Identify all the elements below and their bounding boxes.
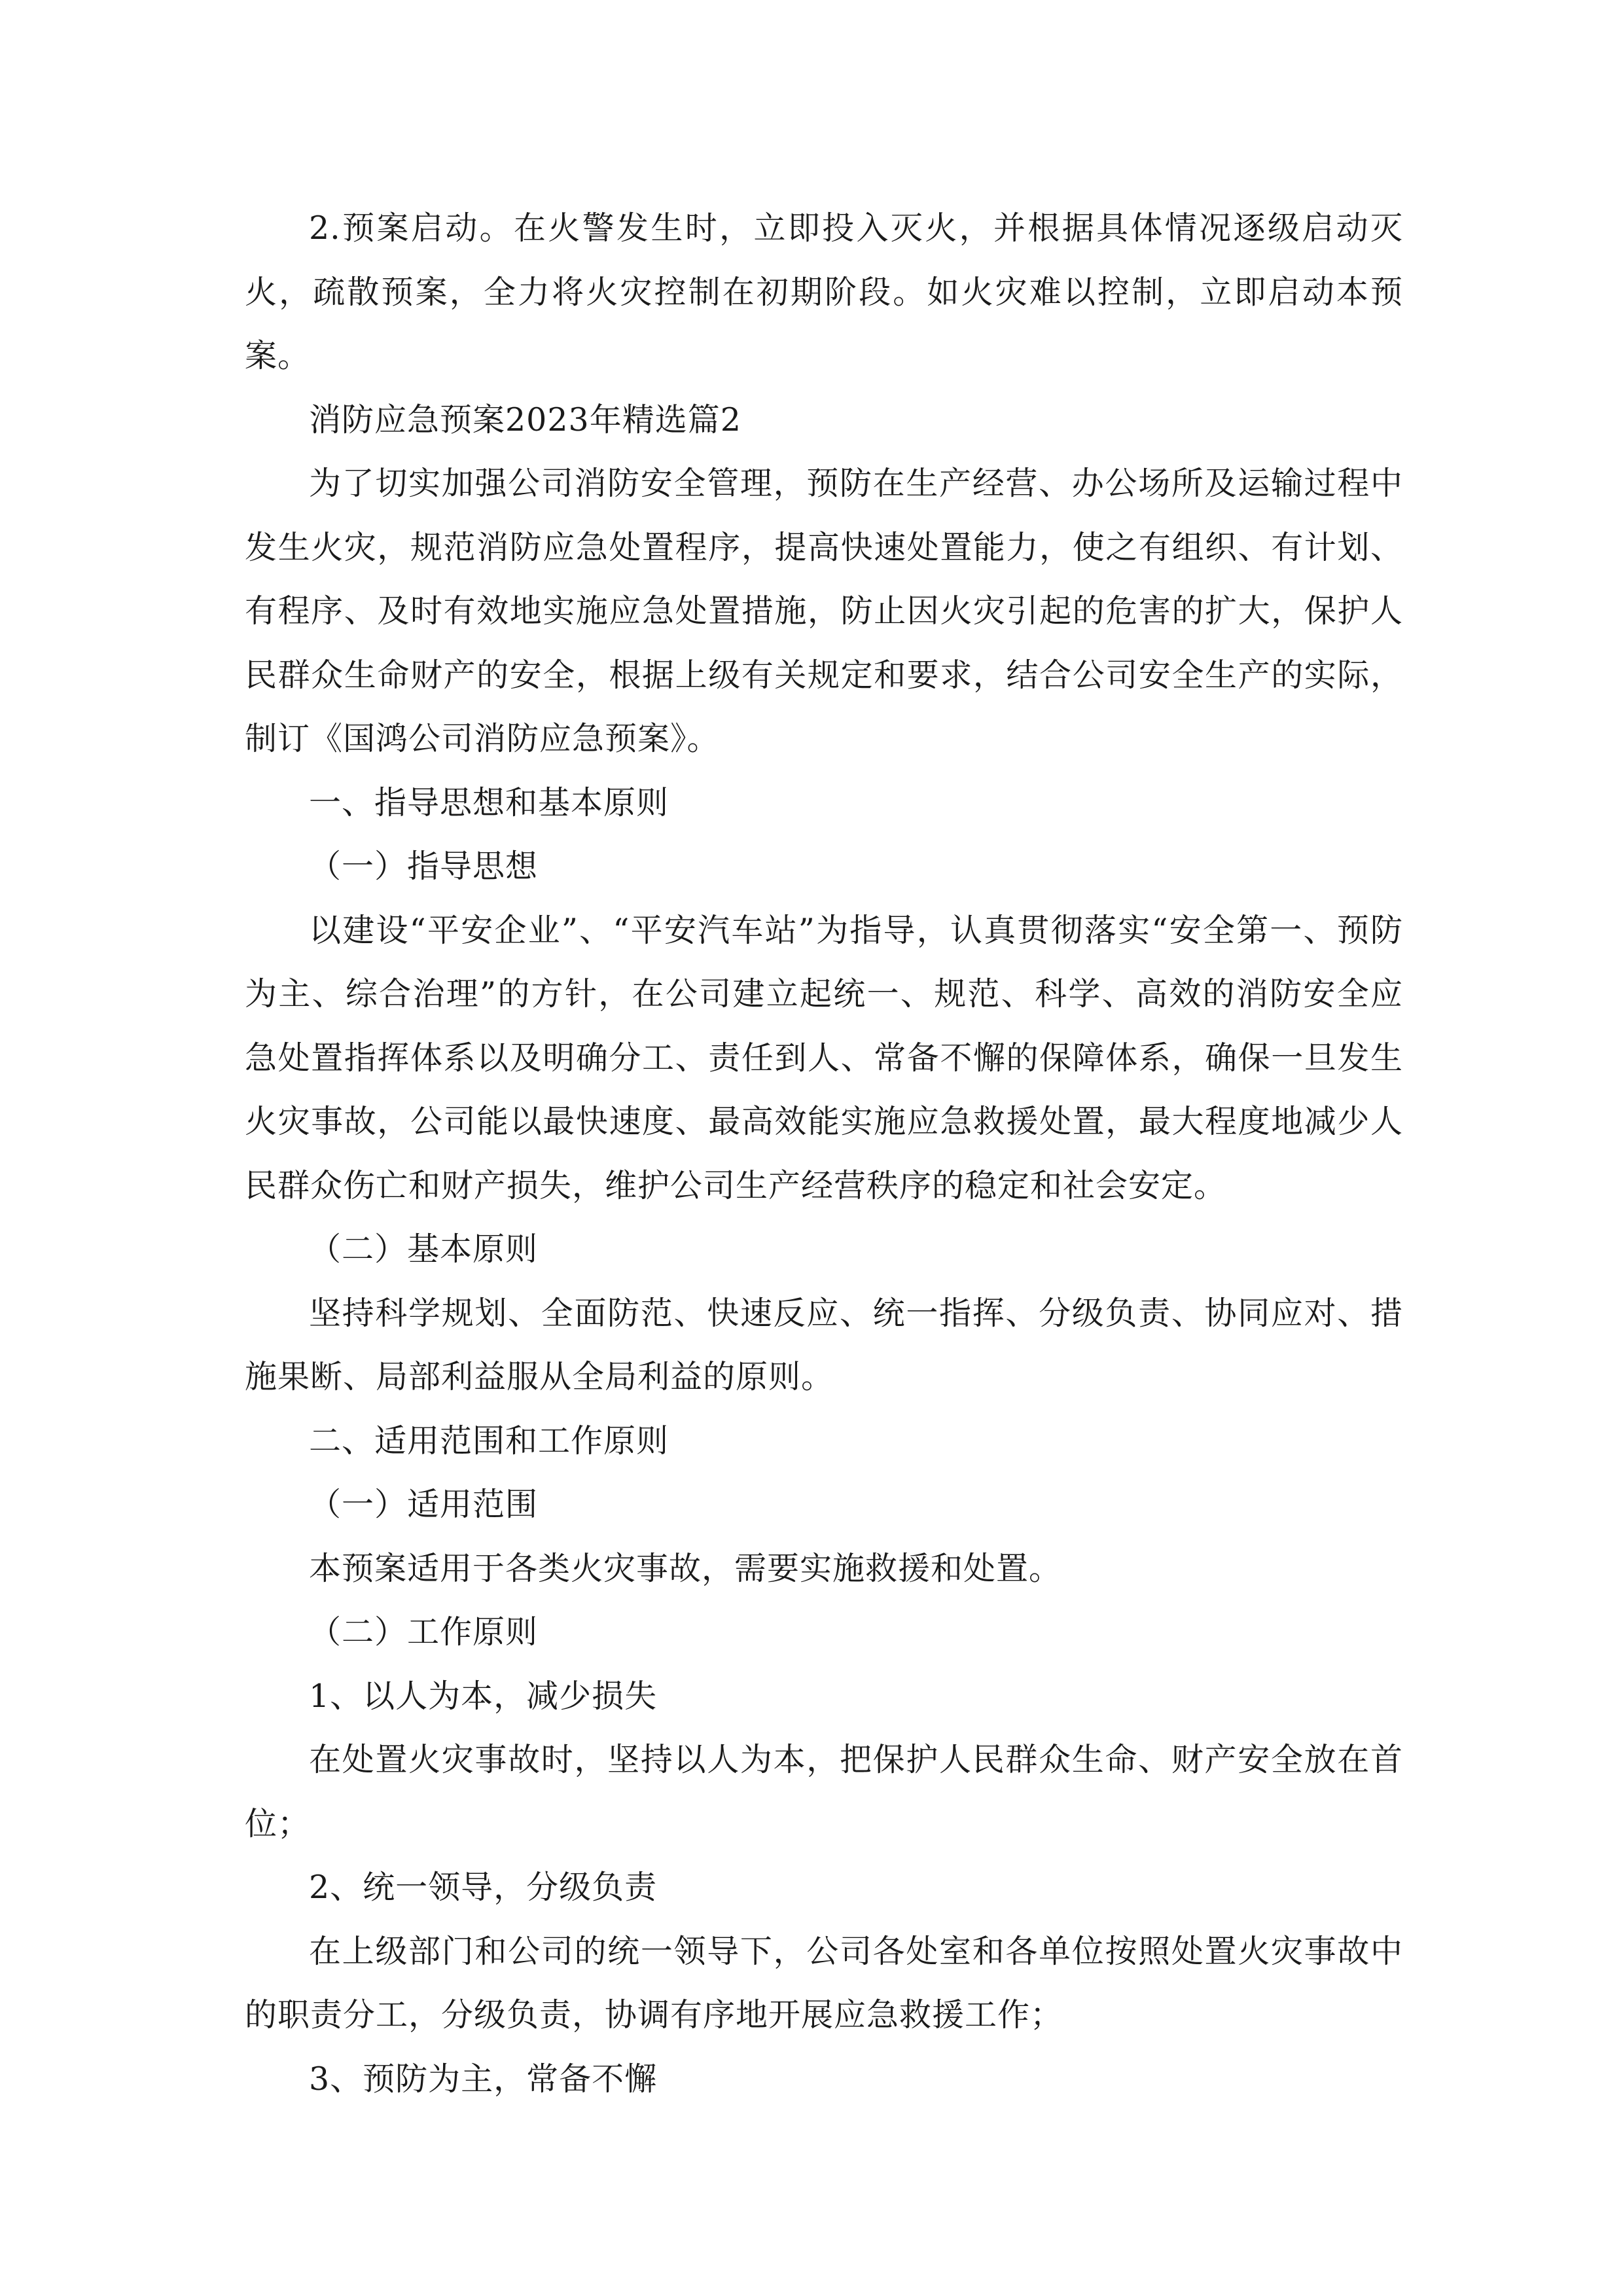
item-people-oriented: 1、以人为本，减少损失 [309, 1677, 658, 1715]
subheading-scope: （一）适用范围 [309, 1486, 539, 1523]
paragraph-unified-leadership: 在上级部门和公司的统一领导下，公司各处室和各单位按照处置火灾事故中的职责分工，分级负责，协调有序地开展应急救援工作； [245, 1932, 1403, 2034]
subheading-guiding-ideology: （一）指导思想 [309, 848, 539, 885]
item-unified-leadership: 2、统一领导，分级负责 [309, 1869, 658, 1906]
item-prevention-first: 3、预防为主，常备不懈 [309, 2060, 658, 2098]
heading-scope-and-working-principles: 二、适用范围和工作原则 [309, 1422, 669, 1460]
paragraph-plan-activation: 2.预案启动。在火警发生时，立即投入灭火，并根据具体情况逐级启动灭火，疏散预案，全力将火灾控制在初期阶段。如火灾难以控制，立即启动本预案。 [245, 209, 1403, 374]
paragraph-people-oriented: 在处置火灾事故时，坚持以人为本，把保护人民群众生命、财产安全放在首位； [245, 1741, 1403, 1842]
document-body [245, 196, 1403, 2111]
subheading-working-principles: （二）工作原则 [309, 1613, 539, 1651]
section-title-selection-2: 消防应急预案2023年精选篇2 [309, 401, 741, 439]
paragraph-guiding-ideology: 以建设“平安企业”、“平安汽车站”为指导，认真贯彻落实“安全第一、预防为主、综合治理”的方针，在公司建立起统一、规范、科学、高效的消防安全应急处置指挥体系以及明确分工、责任到人、常备不懈的保障体系，确保一旦发生火灾事故，公司能以最快速度、最高效能实施应急救援处置，最大程度地减少人民群众伤亡和财产损失，维护公司生产经营秩序的稳定和社会安定。 [245, 911, 1403, 1204]
subheading-basic-principles: （二）基本原则 [309, 1230, 539, 1268]
heading-guiding-ideology-and-principles: 一、指导思想和基本原则 [309, 783, 669, 821]
paragraph-basic-principles: 坚持科学规划、全面防范、快速反应、统一指挥、分级负责、协同应对、措施果断、局部利益服从全局利益的原则。 [245, 1294, 1403, 1395]
paragraph-scope: 本预案适用于各类火灾事故，需要实施救援和处置。 [309, 1549, 1062, 1587]
paragraph-purpose: 为了切实加强公司消防安全管理，预防在生产经营、办公场所及运输过程中发生火灾，规范消防应急处置程序，提高快速处置能力，使之有组织、有计划、有程序、及时有效地实施应急处置措施，防止因火灾引起的危害的扩大，保护人民群众生命财产的安全，根据上级有关规定和要求，结合公司安全生产的实际，制订《国鸿公司消防应急预案》。 [245, 465, 1403, 757]
